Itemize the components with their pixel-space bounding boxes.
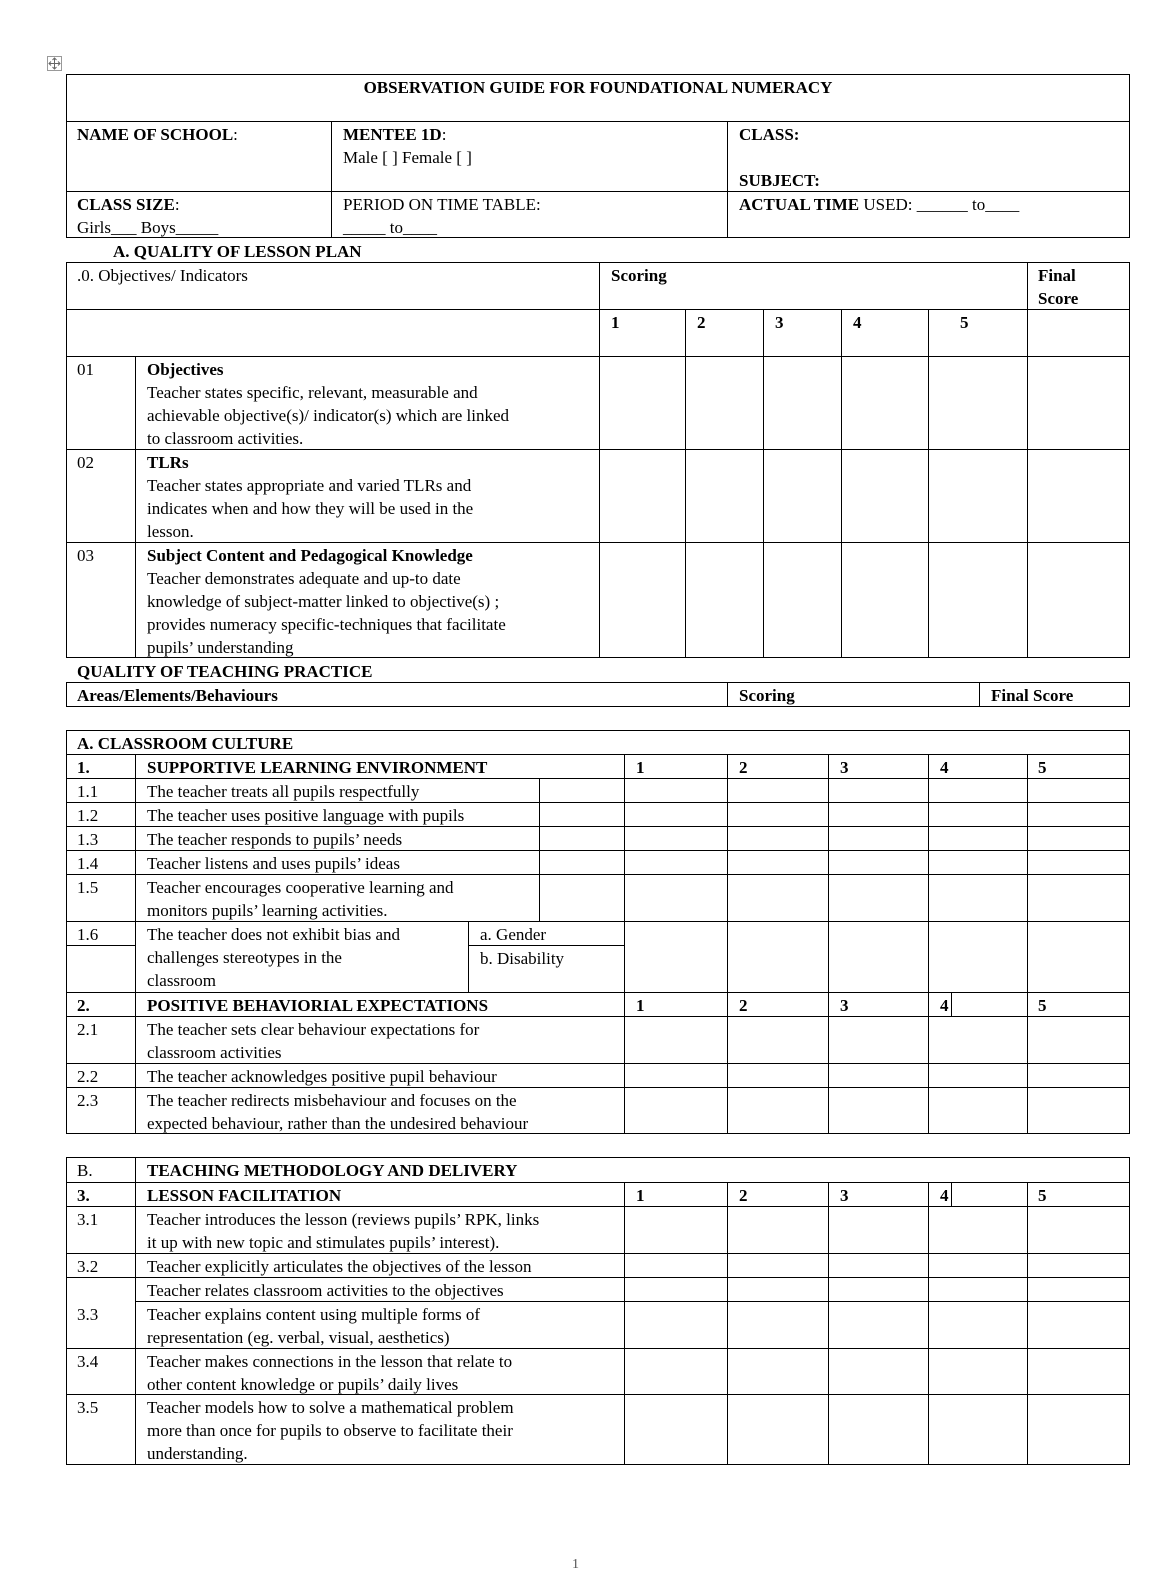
score-label-3: 3 <box>840 758 849 777</box>
item-text: Teacher introduces the lesson (reviews pupils’ RPK, links <box>147 1210 540 1229</box>
score-label-2: 2 <box>739 758 748 777</box>
subject-field[interactable]: SUBJECT: <box>739 171 820 190</box>
item-text: challenges stereotypes in the <box>147 948 342 967</box>
table-move-handle[interactable] <box>47 56 62 71</box>
item-number: 1.6 <box>77 925 99 944</box>
score-label-5: 5 <box>1038 758 1047 777</box>
item-text: classroom <box>147 971 216 990</box>
item-number: 2.3 <box>77 1091 99 1110</box>
score-label-2: 2 <box>739 996 748 1015</box>
score-label-4: 4 <box>940 758 949 777</box>
item-text: Teacher explicitly articulates the objectives of the lesson <box>147 1257 532 1276</box>
mentee-label: MENTEE 1D <box>343 125 442 144</box>
school-label: NAME OF SCHOOL <box>77 125 234 144</box>
row-title: TLRs <box>147 453 189 472</box>
item-number: 2.1 <box>77 1020 99 1039</box>
areas-column-header: Areas/Elements/Behaviours <box>77 686 278 705</box>
section-number: 3. <box>77 1186 90 1205</box>
option-disability: b. Disability <box>480 949 565 968</box>
section-title: POSITIVE BEHAVIORIAL EXPECTATIONS <box>147 996 489 1015</box>
teaching-methodology-heading: TEACHING METHODOLOGY AND DELIVERY <box>147 1161 518 1180</box>
score-label-5: 5 <box>1038 996 1047 1015</box>
item-text: Teacher relates classroom activities to the objectives <box>147 1281 504 1300</box>
row-title: Objectives <box>147 360 224 379</box>
item-number: 1.2 <box>77 806 99 825</box>
teaching-practice-heading: QUALITY OF TEACHING PRACTICE <box>77 662 373 681</box>
actual-time-label: ACTUAL TIME <box>739 195 860 214</box>
section-title: LESSON FACILITATION <box>147 1186 342 1205</box>
score-label-1: 1 <box>636 758 645 777</box>
scoring-column-header: Scoring <box>611 266 667 285</box>
row-text: Teacher states specific, relevant, measurable and <box>147 383 478 402</box>
score-label-2: 2 <box>697 313 706 332</box>
score-label-1: 1 <box>636 1186 645 1205</box>
item-number: 3.5 <box>77 1398 99 1417</box>
item-text: The teacher sets clear behaviour expectations for <box>147 1020 480 1039</box>
item-text: The teacher uses positive language with pupils <box>147 806 465 825</box>
item-text: The teacher acknowledges positive pupil behaviour <box>147 1067 497 1086</box>
item-text: it up with new topic and stimulates pupils’ interest). <box>147 1233 500 1252</box>
scoring-column-header: Scoring <box>739 686 795 705</box>
row-text: knowledge of subject-matter linked to objective(s) ; <box>147 592 500 611</box>
item-number: 1.4 <box>77 854 99 873</box>
class-size-label: CLASS SIZE <box>77 195 175 214</box>
score-label-2: 2 <box>739 1186 748 1205</box>
girls-boys-field[interactable]: Girls___ Boys_____ <box>77 218 219 237</box>
item-text: monitors pupils’ learning activities. <box>147 901 388 920</box>
item-text: The teacher treats all pupils respectfully <box>147 782 420 801</box>
item-number: 3.2 <box>77 1257 99 1276</box>
lesson-plan-heading: A. QUALITY OF LESSON PLAN <box>113 242 362 261</box>
option-gender: a. Gender <box>480 925 547 944</box>
row-number: 03 <box>77 546 94 565</box>
page-number: 1 <box>572 1557 579 1572</box>
item-text: classroom activities <box>147 1043 282 1062</box>
item-number: 2.2 <box>77 1067 99 1086</box>
item-number: 1.3 <box>77 830 99 849</box>
row-number: 02 <box>77 453 94 472</box>
row-text: achievable objective(s)/ indicator(s) which are linked <box>147 406 510 425</box>
row-title: Subject Content and Pedagogical Knowledge <box>147 546 473 565</box>
item-number: 1.1 <box>77 782 99 801</box>
mentee-id-field[interactable]: MENTEE 1D: <box>343 125 447 144</box>
period-label: PERIOD ON TIME TABLE: <box>343 195 541 214</box>
item-text: Teacher explains content using multiple forms of <box>147 1305 481 1324</box>
section-number: 2. <box>77 996 90 1015</box>
item-number: 3.4 <box>77 1352 99 1371</box>
row-text: provides numeracy specific-techniques that facilitate <box>147 615 506 634</box>
classroom-culture-heading: A. CLASSROOM CULTURE <box>77 734 294 753</box>
item-text: Teacher encourages cooperative learning and <box>147 878 454 897</box>
item-text: representation (eg. verbal, visual, aesthetics) <box>147 1328 450 1347</box>
item-text: understanding. <box>147 1444 248 1463</box>
final-score-header-2: Score <box>1038 289 1079 308</box>
section-letter: B. <box>77 1161 93 1180</box>
item-text: The teacher redirects misbehaviour and focuses on the <box>147 1091 517 1110</box>
section-number: 1. <box>77 758 90 777</box>
score-label-4: 4 <box>940 996 949 1015</box>
score-label-3: 3 <box>840 1186 849 1205</box>
item-text: Teacher makes connections in the lesson that relate to <box>147 1352 513 1371</box>
actual-time-field[interactable]: ACTUAL TIME USED: ______ to____ <box>739 195 1020 214</box>
score-label-4: 4 <box>853 313 862 332</box>
score-label-3: 3 <box>840 996 849 1015</box>
score-label-3: 3 <box>775 313 784 332</box>
score-label-5: 5 <box>1038 1186 1047 1205</box>
objectives-column-header: .0. Objectives/ Indicators <box>77 266 248 285</box>
item-text: The teacher responds to pupils’ needs <box>147 830 403 849</box>
row-text: pupils’ understanding <box>147 638 294 657</box>
item-text: Teacher models how to solve a mathematical problem <box>147 1398 514 1417</box>
item-text: Teacher listens and uses pupils’ ideas <box>147 854 400 873</box>
item-text: The teacher does not exhibit bias and <box>147 925 401 944</box>
item-number: 3.3 <box>77 1305 99 1324</box>
section-title: SUPPORTIVE LEARNING ENVIRONMENT <box>147 758 488 777</box>
class-size-field[interactable]: CLASS SIZE: <box>77 195 180 214</box>
item-text: expected behaviour, rather than the undesired behaviour <box>147 1114 529 1133</box>
row-text: to classroom activities. <box>147 429 304 448</box>
item-text: more than once for pupils to observe to facilitate their <box>147 1421 513 1440</box>
row-text: lesson. <box>147 522 194 541</box>
row-text: Teacher demonstrates adequate and up-to date <box>147 569 461 588</box>
item-text: other content knowledge or pupils’ daily lives <box>147 1375 459 1394</box>
item-number: 1.5 <box>77 878 99 897</box>
final-score-header-1: Final <box>1038 266 1076 285</box>
gender-checkboxes[interactable]: Male [ ] Female [ ] <box>343 148 472 167</box>
row-text: indicates when and how they will be used in the <box>147 499 474 518</box>
class-field[interactable]: CLASS: <box>739 125 800 144</box>
final-score-column-header: Final Score <box>991 686 1074 705</box>
score-label-1: 1 <box>611 313 620 332</box>
school-name-field[interactable]: NAME OF SCHOOL: <box>77 125 238 144</box>
score-label-1: 1 <box>636 996 645 1015</box>
score-label-4: 4 <box>940 1186 949 1205</box>
score-label-5: 5 <box>960 313 969 332</box>
row-text: Teacher states appropriate and varied TLRs and <box>147 476 472 495</box>
move-icon <box>48 57 61 70</box>
period-field[interactable]: _____ to____ <box>343 218 437 237</box>
item-number: 3.1 <box>77 1210 99 1229</box>
row-number: 01 <box>77 360 94 379</box>
page-title: OBSERVATION GUIDE FOR FOUNDATIONAL NUMERACY <box>363 78 833 97</box>
